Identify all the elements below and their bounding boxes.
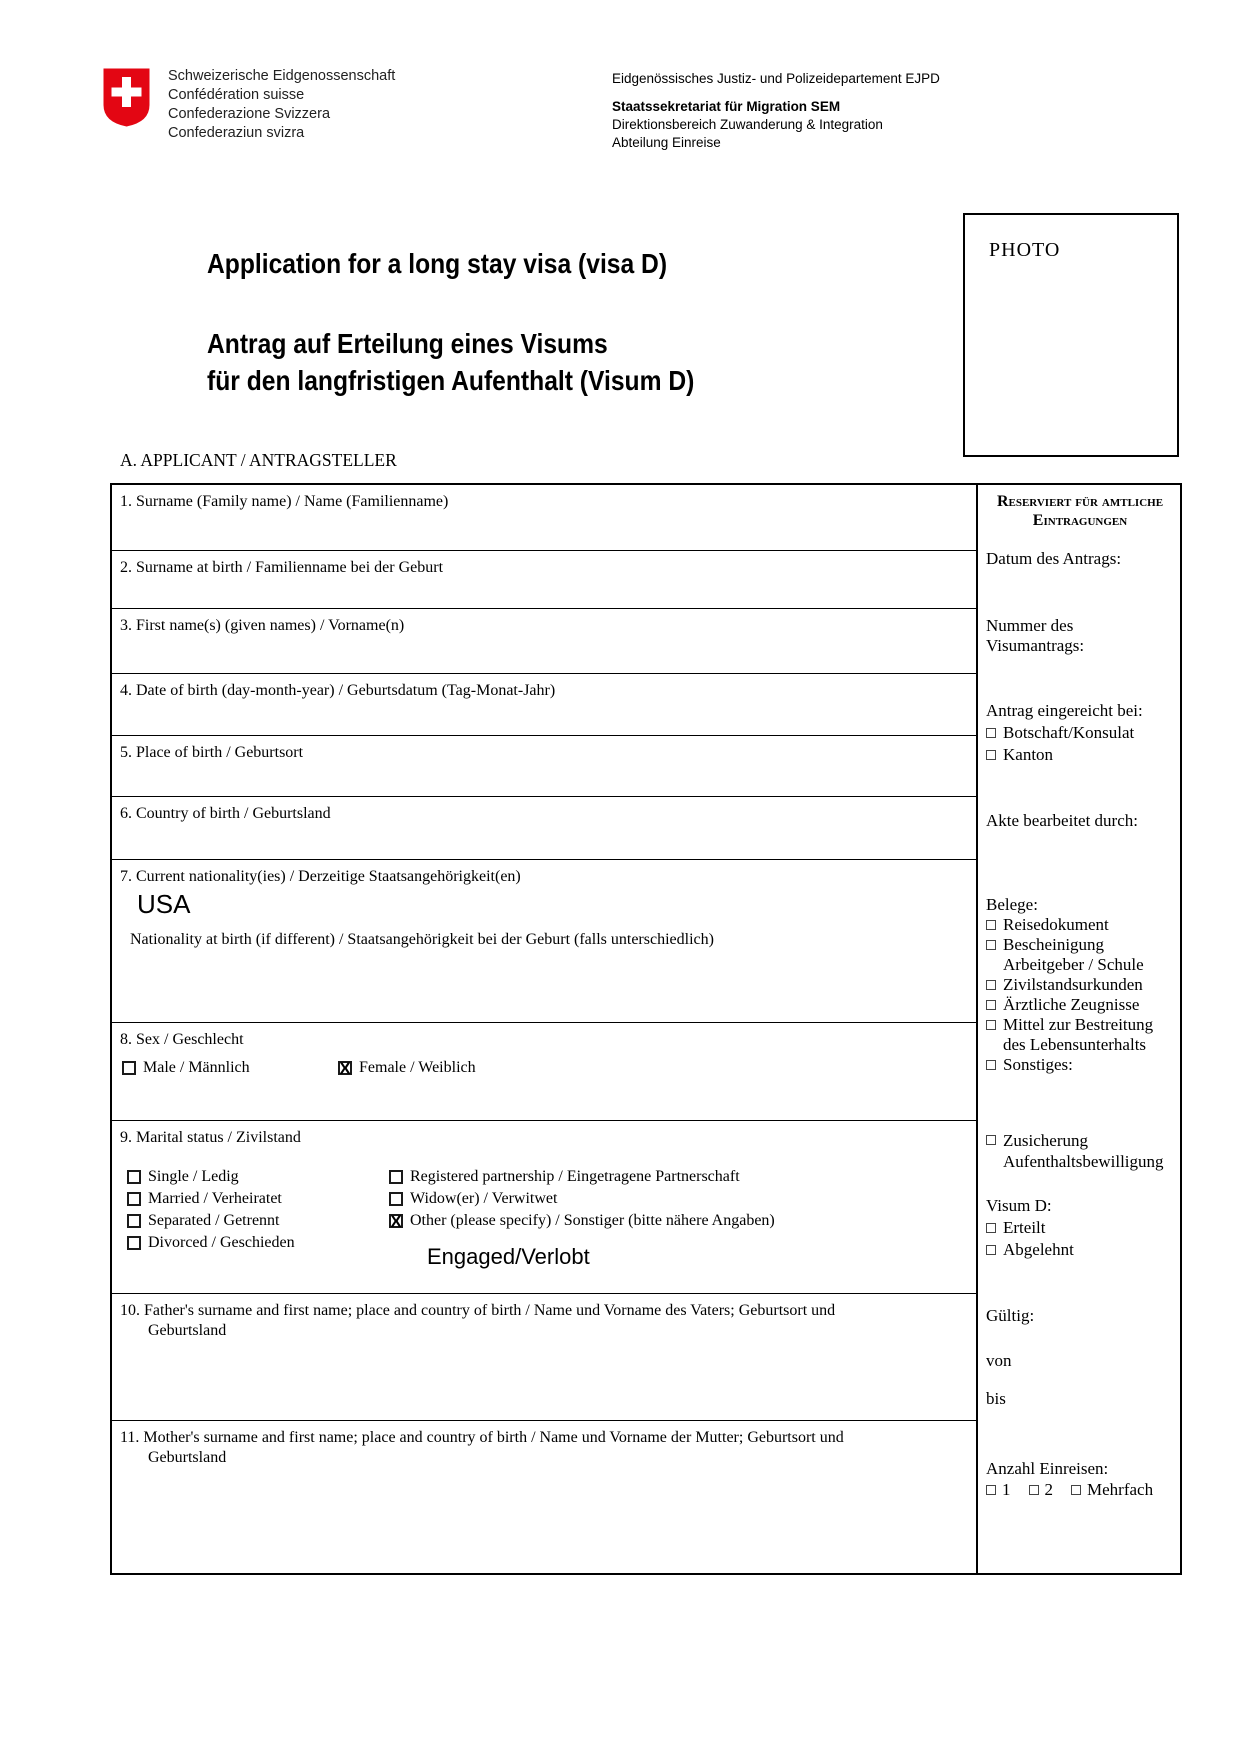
assurance-line1: Zusicherung xyxy=(1003,1131,1088,1150)
entries-1-label: 1 xyxy=(1002,1480,1011,1499)
single-label: Single / Ledig xyxy=(148,1168,239,1185)
divorced-label: Divorced / Geschieden xyxy=(148,1234,295,1251)
applicant-table xyxy=(110,483,1182,1575)
department-name: Eidgenössisches Justiz- und Polizeidepartement EJPD xyxy=(612,71,940,86)
field-date-of-birth xyxy=(112,673,976,735)
civil-status-documents-label: Zivilstandsurkunden xyxy=(1003,975,1143,994)
field-first-names-label: 3. First name(s) (given names) / Vorname(n) xyxy=(120,617,405,634)
male-label: Male / Männlich xyxy=(143,1059,250,1076)
valid-label: Gültig: xyxy=(986,1306,1035,1325)
submitted-at-label: Antrag eingereicht bei: xyxy=(986,701,1143,720)
single-checkbox[interactable] xyxy=(127,1170,141,1184)
entries-1-checkbox[interactable] xyxy=(986,1485,996,1495)
confederation-line: Confédération suisse xyxy=(168,87,305,103)
field-surname-at-birth-label: 2. Surname at birth / Familienname bei der Geburt xyxy=(120,559,444,576)
department-header xyxy=(612,71,940,152)
visa-number-label-line2: Visumantrags: xyxy=(986,636,1085,655)
visa-number-label-line1: Nummer des xyxy=(986,616,1074,635)
directorate-name: Direktionsbereich Zuwanderung & Integration xyxy=(612,117,883,132)
confederation-line: Confederazione Svizzera xyxy=(168,106,331,122)
married-label: Married / Verheiratet xyxy=(148,1190,282,1207)
field-surname xyxy=(112,485,976,550)
entries-multiple-label: Mehrfach xyxy=(1087,1480,1154,1499)
female-checkbox[interactable] xyxy=(338,1061,352,1075)
widow-checkbox[interactable] xyxy=(389,1192,403,1206)
official-use-header-line1: Reserviert für amtliche xyxy=(996,493,1164,510)
official-use-header xyxy=(980,492,1180,530)
married-checkbox[interactable] xyxy=(127,1192,141,1206)
embassy-consulate-label: Botschaft/Konsulat xyxy=(1003,723,1135,742)
civil-status-documents-checkbox[interactable] xyxy=(986,980,996,990)
section-a-header: A. APPLICANT / ANTRAGSTELLER xyxy=(120,450,397,470)
photo-label: PHOTO xyxy=(989,239,1061,261)
form-title-german-line2: für den langfristigen Aufenthalt (Visum D) xyxy=(207,365,695,396)
canton-label: Kanton xyxy=(1003,745,1054,764)
assurance-line2: Aufenthaltsbewilligung xyxy=(1003,1152,1164,1171)
field-sex-label: 8. Sex / Geschlecht xyxy=(120,1031,244,1048)
photo-box xyxy=(963,213,1179,457)
registered-partnership-label: Registered partnership / Eingetragene Partnerschaft xyxy=(410,1168,740,1185)
confederation-line: Schweizerische Eidgenossenschaft xyxy=(168,68,396,84)
division-name: Abteilung Einreise xyxy=(612,135,721,150)
field-sex xyxy=(112,1022,976,1120)
swiss-shield-icon xyxy=(103,68,150,127)
visa-number-label xyxy=(986,616,1178,656)
other-documents-checkbox[interactable] xyxy=(986,1060,996,1070)
official-use-header-line2: Eintragungen xyxy=(1032,512,1128,529)
submitted-at-block xyxy=(986,700,1178,766)
granted-checkbox[interactable] xyxy=(986,1223,996,1233)
visa-d-decision-block xyxy=(986,1195,1178,1261)
canton-checkbox[interactable] xyxy=(986,750,996,760)
male-checkbox[interactable] xyxy=(122,1061,136,1075)
visa-d-label: Visum D: xyxy=(986,1196,1052,1215)
travel-document-label: Reisedokument xyxy=(1003,915,1109,934)
field-country-of-birth-label: 6. Country of birth / Geburtsland xyxy=(120,805,331,822)
supporting-documents-label: Belege: xyxy=(986,895,1038,914)
embassy-consulate-checkbox[interactable] xyxy=(986,728,996,738)
field-nationality-label: 7. Current nationality(ies) / Derzeitige Staatsangehörigkeit(en) xyxy=(120,868,521,885)
field-place-of-birth-label: 5. Place of birth / Geburtsort xyxy=(120,744,304,761)
medical-certificates-label: Ärztliche Zeugnisse xyxy=(1003,995,1140,1014)
registered-partnership-checkbox[interactable] xyxy=(389,1170,403,1184)
form-title-german xyxy=(207,325,694,399)
swiss-flag-logo xyxy=(103,68,150,132)
field-place-of-birth xyxy=(112,735,976,796)
widow-label: Widow(er) / Verwitwet xyxy=(410,1190,558,1207)
field-marital-status xyxy=(112,1120,976,1293)
field-father xyxy=(112,1293,976,1420)
form-title-english: Application for a long stay visa (visa D) xyxy=(207,248,668,279)
field-marital-status-label: 9. Marital status / Zivilstand xyxy=(120,1129,301,1146)
field-mother-label-line2: Geburtsland xyxy=(148,1449,227,1466)
divorced-checkbox[interactable] xyxy=(127,1236,141,1250)
field-mother xyxy=(112,1420,976,1577)
means-of-subsistence-checkbox[interactable] xyxy=(986,1020,996,1030)
employer-school-certificate-checkbox[interactable] xyxy=(986,940,996,950)
field-surname-label: 1. Surname (Family name) / Name (Familienname) xyxy=(120,493,449,510)
valid-from-label: von xyxy=(986,1351,1012,1370)
refused-checkbox[interactable] xyxy=(986,1245,996,1255)
official-use-column xyxy=(976,485,1182,1575)
means-of-subsistence-label: Mittel zur Bestreitung des Lebensunterhalts xyxy=(1003,1015,1154,1054)
employer-school-certificate-label: Bescheinigung Arbeitgeber / Schule xyxy=(1003,935,1144,974)
field-mother-label: 11. Mother's surname and first name; place and country of birth / Name und Vorname der Mutter; Geburtsort und xyxy=(120,1429,844,1446)
separated-label: Separated / Getrennt xyxy=(148,1212,280,1229)
marital-status-other-value[interactable]: Engaged/Verlobt xyxy=(427,1244,590,1269)
supporting-documents-block xyxy=(986,895,1178,1075)
travel-document-checkbox[interactable] xyxy=(986,920,996,930)
entries-2-checkbox[interactable] xyxy=(1029,1485,1039,1495)
medical-certificates-checkbox[interactable] xyxy=(986,1000,996,1010)
nationality-value[interactable]: USA xyxy=(137,889,191,919)
sem-name: Staatssekretariat für Migration SEM xyxy=(612,99,841,114)
number-of-entries-label: Anzahl Einreisen: xyxy=(986,1459,1109,1478)
residence-permit-assurance-block xyxy=(986,1130,1178,1172)
field-nationality xyxy=(112,859,976,1022)
other-label: Other (please specify) / Sonstiger (bitte nähere Angaben) xyxy=(410,1212,775,1229)
female-label: Female / Weiblich xyxy=(359,1059,476,1076)
valid-until-label: bis xyxy=(986,1389,1006,1408)
field-surname-at-birth xyxy=(112,550,976,608)
field-date-of-birth-label: 4. Date of birth (day-month-year) / Geburtsdatum (Tag-Monat-Jahr) xyxy=(120,682,556,699)
granted-label: Erteilt xyxy=(1003,1218,1046,1237)
other-documents-label: Sonstiges: xyxy=(1003,1055,1073,1074)
field-father-label-line2: Geburtsland xyxy=(148,1322,227,1339)
confederation-wordmark xyxy=(168,67,395,143)
file-processed-by-label: Akte bearbeitet durch: xyxy=(986,811,1138,830)
field-first-names xyxy=(112,608,976,673)
entries-2-label: 2 xyxy=(1044,1480,1053,1499)
refused-label: Abgelehnt xyxy=(1003,1240,1074,1259)
field-country-of-birth xyxy=(112,796,976,859)
nationality-at-birth-label: Nationality at birth (if different) / Staatsangehörigkeit bei der Geburt (falls unterschiedlich) xyxy=(130,931,714,948)
form-title-german-line1: Antrag auf Erteilung eines Visums xyxy=(207,328,608,359)
confederation-line: Confederaziun svizra xyxy=(168,125,305,141)
separated-checkbox[interactable] xyxy=(127,1214,141,1228)
field-father-label: 10. Father's surname and first name; place and country of birth / Name und Vorname des Vaters; Geburtsort und xyxy=(120,1302,836,1319)
residence-permit-assurance-checkbox[interactable] xyxy=(986,1135,996,1145)
application-date-label: Datum des Antrags: xyxy=(986,549,1122,568)
other-checkbox[interactable] xyxy=(389,1214,403,1228)
entries-multiple-checkbox[interactable] xyxy=(1071,1485,1081,1495)
residence-permit-assurance-label xyxy=(1003,1130,1178,1172)
number-of-entries-block xyxy=(986,1458,1178,1500)
